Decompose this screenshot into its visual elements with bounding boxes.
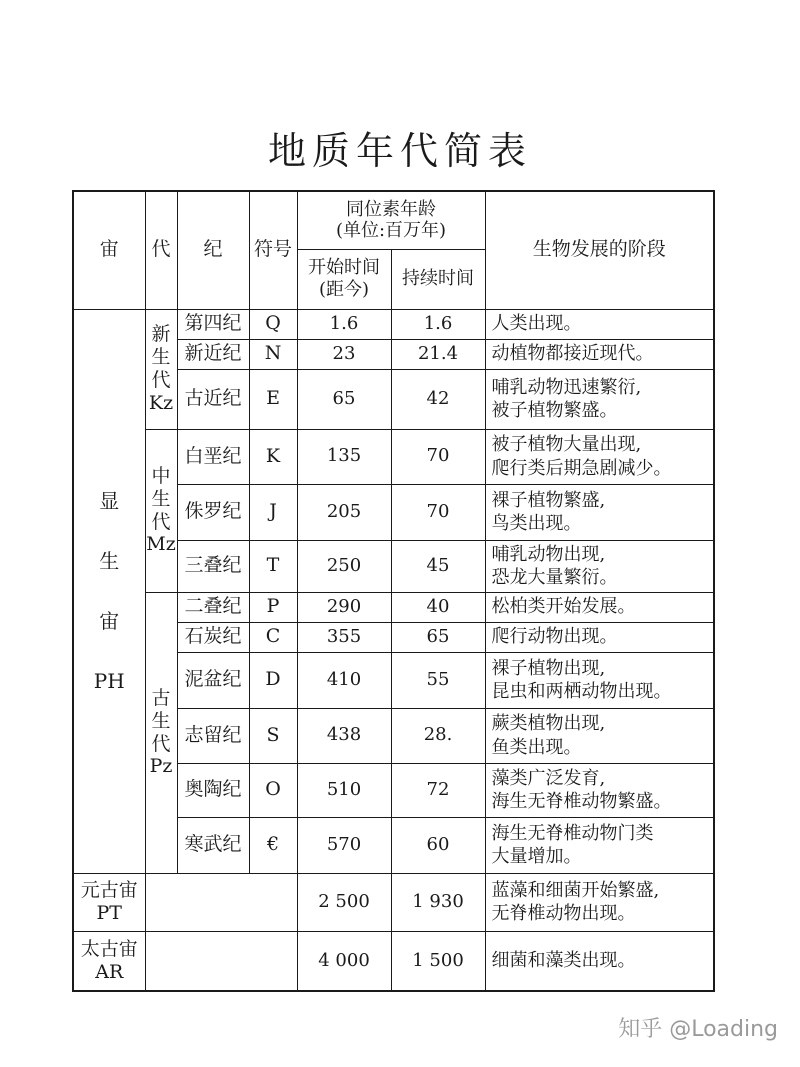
start-time: 1.6 — [297, 309, 391, 339]
duration: 70 — [391, 484, 485, 540]
duration: 21.4 — [391, 339, 485, 369]
start-time: 4 000 — [297, 931, 391, 991]
start-time: 410 — [297, 652, 391, 708]
stage-text: 人类出现。 — [485, 309, 714, 339]
eon-ph-char: 显 — [99, 489, 120, 513]
start-time: 290 — [297, 592, 391, 622]
period-symbol: N — [249, 339, 297, 369]
header-start-time: 开始时间 (距今) — [297, 249, 391, 309]
period-symbol: P — [249, 592, 297, 622]
duration: 72 — [391, 763, 485, 817]
table-row — [73, 309, 714, 339]
watermark: 知乎 @Loading — [618, 1017, 778, 1042]
start-time: 23 — [297, 339, 391, 369]
eon-phanerozoic — [73, 309, 145, 873]
duration: 40 — [391, 592, 485, 622]
era-mesozoic: 中 生 代 Mz — [145, 429, 177, 592]
eon-ph-char: 生 — [99, 549, 120, 573]
duration: 55 — [391, 652, 485, 708]
stage-text: 海生无脊椎动物门类 大量增加。 — [485, 817, 714, 873]
start-time: 65 — [297, 369, 391, 429]
period-name: 侏罗纪 — [177, 484, 249, 540]
table-row — [73, 873, 714, 931]
header-duration: 持续时间 — [391, 249, 485, 309]
period-symbol: E — [249, 369, 297, 429]
duration: 60 — [391, 817, 485, 873]
header-era: 代 — [145, 191, 177, 309]
stage-text: 裸子植物繁盛, 鸟类出现。 — [485, 484, 714, 540]
period-symbol: C — [249, 622, 297, 652]
empty-cell — [145, 873, 297, 931]
stage-text: 松柏类开始发展。 — [485, 592, 714, 622]
stage-text: 藻类广泛发育, 海生无脊椎动物繁盛。 — [485, 763, 714, 817]
stage-text: 蓝藻和细菌开始繁盛, 无脊椎动物出现。 — [485, 873, 714, 931]
eon-ph-char: 宙 — [99, 609, 120, 633]
period-name: 白垩纪 — [177, 429, 249, 484]
start-time: 2 500 — [297, 873, 391, 931]
start-time: 510 — [297, 763, 391, 817]
stage-text: 哺乳动物出现, 恐龙大量繁衍。 — [485, 540, 714, 592]
duration: 70 — [391, 429, 485, 484]
duration: 28. — [391, 708, 485, 763]
start-time: 355 — [297, 622, 391, 652]
period-symbol: K — [249, 429, 297, 484]
stage-text: 细菌和藻类出现。 — [485, 931, 714, 991]
start-time: 438 — [297, 708, 391, 763]
period-symbol: O — [249, 763, 297, 817]
table-row — [73, 931, 714, 991]
stage-text: 爬行动物出现。 — [485, 622, 714, 652]
duration: 1.6 — [391, 309, 485, 339]
period-symbol: J — [249, 484, 297, 540]
header-period: 纪 — [177, 191, 249, 309]
header-stage: 生物发展的阶段 — [485, 191, 714, 309]
era-paleozoic: 古 生 代 Pz — [145, 592, 177, 873]
start-time: 205 — [297, 484, 391, 540]
period-name: 奥陶纪 — [177, 763, 249, 817]
eon-proterozoic: 元古宙 PT — [73, 873, 145, 931]
period-name: 寒武纪 — [177, 817, 249, 873]
period-symbol: T — [249, 540, 297, 592]
stage-text: 动植物都接近现代。 — [485, 339, 714, 369]
eon-ph-code: PH — [93, 669, 125, 693]
stage-text: 被子植物大量出现, 爬行类后期急剧减少。 — [485, 429, 714, 484]
eon-archean: 太古宙 AR — [73, 931, 145, 991]
stage-text: 裸子植物出现, 昆虫和两栖动物出现。 — [485, 652, 714, 708]
duration: 1 500 — [391, 931, 485, 991]
era-cenozoic: 新 生 代 Kz — [145, 309, 177, 429]
start-time: 570 — [297, 817, 391, 873]
page-title: 地质年代简表 — [267, 129, 532, 173]
start-time: 250 — [297, 540, 391, 592]
period-name: 三叠纪 — [177, 540, 249, 592]
geologic-time-table — [72, 190, 715, 992]
period-name: 新近纪 — [177, 339, 249, 369]
period-symbol: € — [249, 817, 297, 873]
period-name: 志留纪 — [177, 708, 249, 763]
stage-text: 哺乳动物迅速繁衍, 被子植物繁盛。 — [485, 369, 714, 429]
period-name: 古近纪 — [177, 369, 249, 429]
duration: 42 — [391, 369, 485, 429]
period-symbol: S — [249, 708, 297, 763]
duration: 65 — [391, 622, 485, 652]
period-name: 二叠纪 — [177, 592, 249, 622]
period-symbol: Q — [249, 309, 297, 339]
period-name: 第四纪 — [177, 309, 249, 339]
table-row — [73, 429, 714, 484]
period-name: 石炭纪 — [177, 622, 249, 652]
header-eon: 宙 — [73, 191, 145, 309]
empty-cell — [145, 931, 297, 991]
header-symbol: 符号 — [249, 191, 297, 309]
start-time: 135 — [297, 429, 391, 484]
period-name: 泥盆纪 — [177, 652, 249, 708]
header-isotope-age: 同位素年龄 (单位:百万年) — [297, 191, 485, 249]
period-symbol: D — [249, 652, 297, 708]
duration: 1 930 — [391, 873, 485, 931]
stage-text: 蕨类植物出现, 鱼类出现。 — [485, 708, 714, 763]
table-row — [73, 592, 714, 622]
duration: 45 — [391, 540, 485, 592]
